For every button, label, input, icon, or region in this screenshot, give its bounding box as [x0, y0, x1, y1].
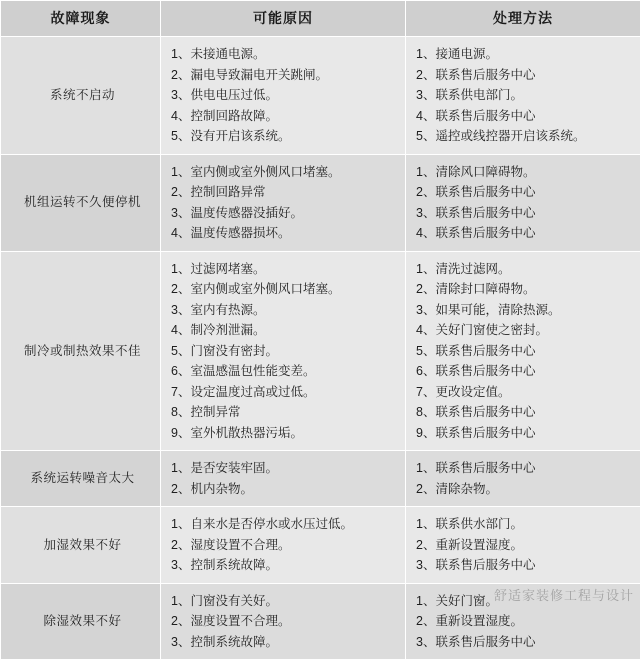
list-item: 1、未接通电源。 [171, 44, 399, 65]
solution-list [416, 162, 634, 244]
list-item: 8、控制异常 [171, 402, 399, 423]
list-item: 1、室内侧或室外侧风口堵塞。 [171, 162, 399, 183]
list-item: 3、控制系统故障。 [171, 632, 399, 653]
list-item: 4、制冷剂泄漏。 [171, 320, 399, 341]
solution-list [416, 458, 634, 499]
table-row [1, 251, 640, 451]
cell-solutions [406, 507, 640, 584]
list-item: 1、门窗没有关好。 [171, 591, 399, 612]
cell-solutions [406, 583, 640, 660]
list-item: 6、联系售后服务中心 [416, 361, 634, 382]
list-item: 2、湿度设置不合理。 [171, 535, 399, 556]
solution-list [416, 591, 634, 653]
cell-causes [161, 154, 406, 251]
list-item: 5、联系售后服务中心 [416, 341, 634, 362]
list-item: 3、联系供电部门。 [416, 85, 634, 106]
cell-symptom: 制冷或制热效果不佳 [1, 251, 161, 451]
list-item: 1、关好门窗。 [416, 591, 634, 612]
list-item: 5、没有开启该系统。 [171, 126, 399, 147]
list-item: 9、室外机散热器污垢。 [171, 423, 399, 444]
cell-symptom: 加湿效果不好 [1, 507, 161, 584]
list-item: 8、联系售后服务中心 [416, 402, 634, 423]
list-item: 2、联系售后服务中心 [416, 65, 634, 86]
cell-causes [161, 251, 406, 451]
cause-list [171, 458, 399, 499]
cause-list [171, 259, 399, 444]
cell-solutions [406, 451, 640, 507]
cause-list [171, 162, 399, 244]
table-header-row [1, 1, 640, 37]
list-item: 2、重新设置湿度。 [416, 535, 634, 556]
list-item: 2、清除杂物。 [416, 479, 634, 500]
list-item: 4、控制回路故障。 [171, 106, 399, 127]
list-item: 3、联系售后服务中心 [416, 203, 634, 224]
list-item: 4、联系售后服务中心 [416, 223, 634, 244]
list-item: 3、供电电压过低。 [171, 85, 399, 106]
list-item: 2、清除封口障碍物。 [416, 279, 634, 300]
solution-list [416, 259, 634, 444]
cause-list [171, 514, 399, 576]
header-solution: 处理方法 [406, 1, 640, 37]
list-item: 4、关好门窗使之密封。 [416, 320, 634, 341]
list-item: 5、遥控或线控器开启该系统。 [416, 126, 634, 147]
cell-symptom: 系统不启动 [1, 37, 161, 155]
list-item: 1、自来水是否停水或水压过低。 [171, 514, 399, 535]
list-item: 3、室内有热源。 [171, 300, 399, 321]
table-row [1, 583, 640, 660]
list-item: 1、过滤网堵塞。 [171, 259, 399, 280]
list-item: 9、联系售后服务中心 [416, 423, 634, 444]
list-item: 2、联系售后服务中心 [416, 182, 634, 203]
cell-causes [161, 507, 406, 584]
list-item: 2、漏电导致漏电开关跳闸。 [171, 65, 399, 86]
list-item: 2、控制回路异常 [171, 182, 399, 203]
cell-causes [161, 37, 406, 155]
table-body [1, 37, 640, 660]
list-item: 1、联系售后服务中心 [416, 458, 634, 479]
table-row [1, 451, 640, 507]
cell-solutions [406, 154, 640, 251]
table-row [1, 154, 640, 251]
list-item: 7、更改设定值。 [416, 382, 634, 403]
cell-symptom: 除湿效果不好 [1, 583, 161, 660]
list-item: 1、清除风口障碍物。 [416, 162, 634, 183]
list-item: 4、联系售后服务中心 [416, 106, 634, 127]
list-item: 2、室内侧或室外侧风口堵塞。 [171, 279, 399, 300]
list-item: 1、联系供水部门。 [416, 514, 634, 535]
table-row [1, 37, 640, 155]
header-cause: 可能原因 [161, 1, 406, 37]
list-item: 5、门窗没有密封。 [171, 341, 399, 362]
list-item: 3、联系售后服务中心 [416, 632, 634, 653]
list-item: 2、机内杂物。 [171, 479, 399, 500]
header-symptom: 故障现象 [1, 1, 161, 37]
list-item: 3、联系售后服务中心 [416, 555, 634, 576]
table-header [1, 1, 640, 37]
cell-symptom: 系统运转噪音太大 [1, 451, 161, 507]
list-item: 2、湿度设置不合理。 [171, 611, 399, 632]
list-item: 7、设定温度过高或过低。 [171, 382, 399, 403]
cause-list [171, 591, 399, 653]
cell-solutions [406, 37, 640, 155]
list-item: 2、重新设置湿度。 [416, 611, 634, 632]
table-row [1, 507, 640, 584]
list-item: 1、清洗过滤网。 [416, 259, 634, 280]
list-item: 4、温度传感器损坏。 [171, 223, 399, 244]
list-item: 1、接通电源。 [416, 44, 634, 65]
list-item: 6、室温感温包性能变差。 [171, 361, 399, 382]
list-item: 3、如果可能，清除热源。 [416, 300, 634, 321]
cause-list [171, 44, 399, 147]
list-item: 3、温度传感器没插好。 [171, 203, 399, 224]
cell-causes [161, 451, 406, 507]
cell-causes [161, 583, 406, 660]
list-item: 3、控制系统故障。 [171, 555, 399, 576]
list-item: 1、是否安装牢固。 [171, 458, 399, 479]
cell-symptom: 机组运转不久便停机 [1, 154, 161, 251]
watermark-text: 舒适家装修工程与设计 [494, 585, 634, 604]
solution-list [416, 44, 634, 147]
cell-solutions [406, 251, 640, 451]
solution-list [416, 514, 634, 576]
